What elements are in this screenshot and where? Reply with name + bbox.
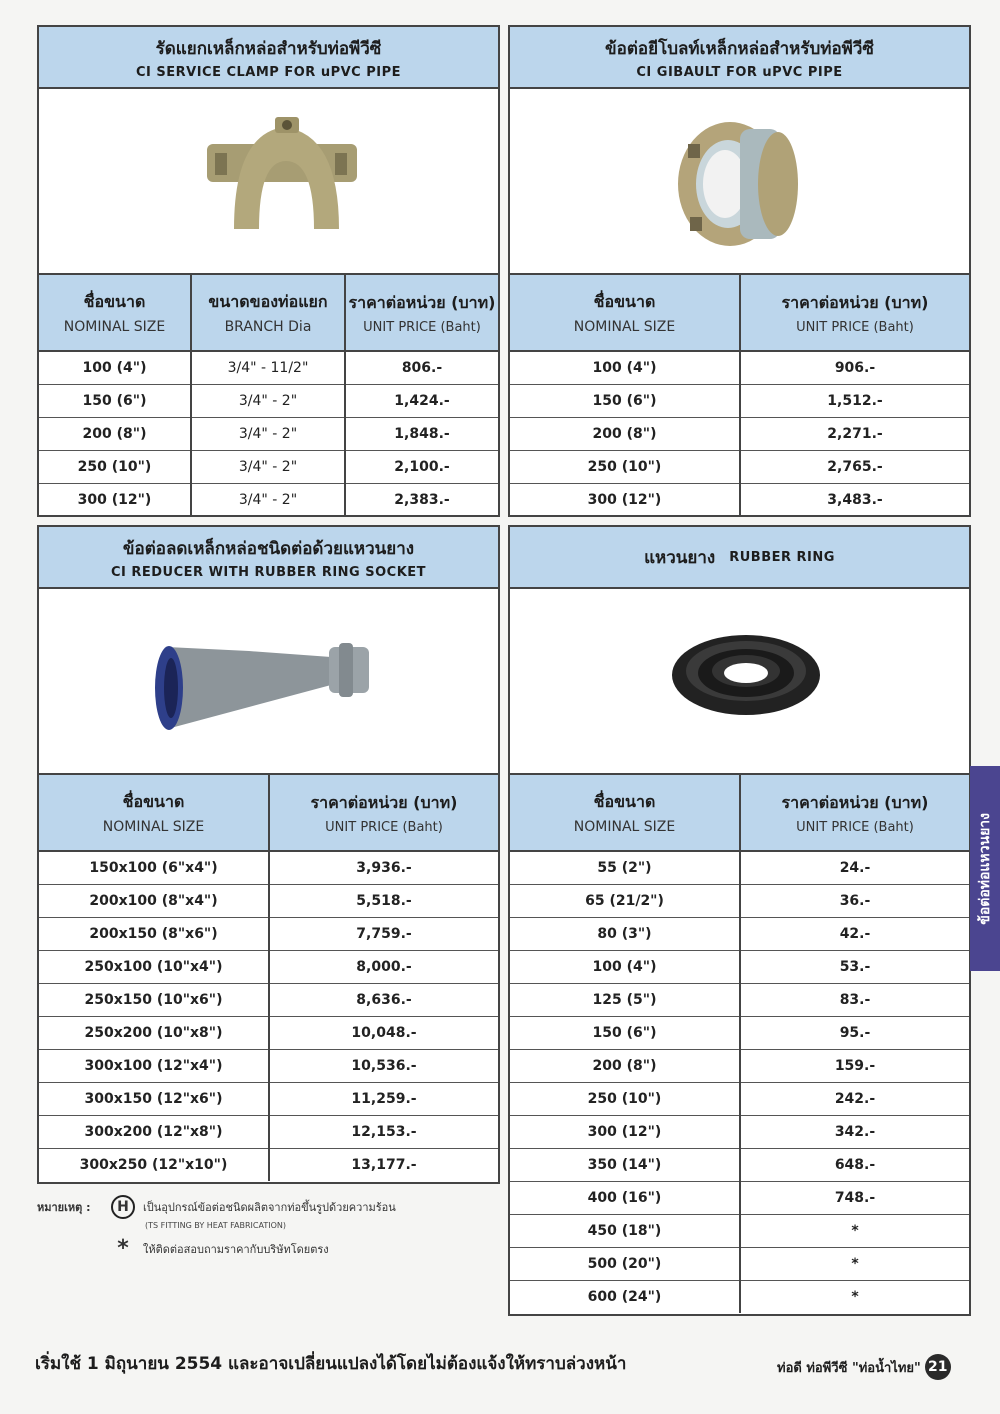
footer-effective-date: เริ่มใช้ 1 มิถุนายน 2554 และอาจเปลี่ยนแปลงได้โดยไม่ต้องแจ้งให้ทราบล่วงหน้า (35, 1354, 627, 1374)
table-row: 300 (12") 3/4" - 2" 2,383.- (39, 483, 498, 516)
panel-title-th: ข้อต่อลดเหล็กหล่อชนิดต่อด้วยแหวนยาง (122, 538, 415, 559)
table-row: 100 (4") 3/4" - 11/2" 806.- (39, 351, 498, 384)
table-row: 80 (3") 42.- (510, 917, 969, 950)
table-row: 300x200 (12"x8") 12,153.- (39, 1115, 498, 1148)
table-row: 55 (2") 24.- (510, 851, 969, 884)
table-row: 125 (5") 83.- (510, 983, 969, 1016)
table-row: 250x200 (10"x8") 10,048.- (39, 1016, 498, 1049)
panel-header (510, 27, 969, 89)
table-row: 250 (10") 242.- (510, 1082, 969, 1115)
footer-slogan: ท่อดี ท่อพีวีซี "ท่อน้ำไทย" (777, 1360, 921, 1376)
col-header-size: ชื่อขนาด NOMINAL SIZE (39, 775, 269, 851)
table-row: 250x100 (10"x4") 8,000.- (39, 950, 498, 983)
note-star (111, 1236, 497, 1261)
reducer-image (39, 589, 498, 775)
table-row: 200 (8") 3/4" - 2" 1,848.- (39, 417, 498, 450)
table-row: 100 (4") 53.- (510, 950, 969, 983)
table-row: 350 (14") 648.- (510, 1148, 969, 1181)
table-row: 150x100 (6"x4") 3,936.- (39, 851, 498, 884)
col-header-size: ชื่อขนาด NOMINAL SIZE (39, 275, 191, 351)
footer-brand (777, 1354, 951, 1380)
table-row: 400 (16") 748.- (510, 1181, 969, 1214)
note-h (37, 1195, 497, 1219)
table-row: 200x150 (8"x6") 7,759.- (39, 917, 498, 950)
gibault-panel (508, 25, 971, 517)
service-clamp-table (39, 275, 498, 516)
notes-section (37, 1195, 497, 1261)
page-number: 21 (925, 1354, 951, 1380)
panel-header (39, 27, 498, 89)
reducer-table (39, 775, 498, 1181)
reducer-panel (37, 525, 500, 1184)
panel-header (39, 527, 498, 589)
col-header-branch: ขนาดของท่อแยก BRANCH Dia (191, 275, 345, 351)
service-clamp-image (39, 89, 498, 275)
col-header-price: ราคาต่อหน่วย (บาท) UNIT PRICE (Baht) (269, 775, 498, 851)
table-row: 150 (6") 1,512.- (510, 384, 969, 417)
table-row: 200 (8") 159.- (510, 1049, 969, 1082)
table-row: 300x250 (12"x10") 13,177.- (39, 1148, 498, 1181)
panel-title-en: CI GIBAULT FOR uPVC PIPE (636, 64, 843, 80)
notes-label: หมายเหตุ : (37, 1201, 91, 1214)
panel-title-th: แหวนยาง (644, 547, 716, 568)
table-row: 200x100 (8"x4") 5,518.- (39, 884, 498, 917)
table-row: 450 (18") * (510, 1214, 969, 1247)
rubber-ring-panel (508, 525, 971, 1316)
gibault-image (510, 89, 969, 275)
note-h-text: เป็นอุปกรณ์ข้อต่อชนิดผลิตจากท่อขึ้นรูปด้วยความร้อน (143, 1201, 396, 1214)
panel-header (510, 527, 969, 589)
section-side-tab (970, 766, 1000, 971)
table-row: 300 (12") 342.- (510, 1115, 969, 1148)
side-tab-label: ข้อต่อท่อแหวนยาง (977, 812, 993, 925)
table-row: 250 (10") 2,765.- (510, 450, 969, 483)
gibault-table (510, 275, 969, 516)
service-clamp-panel (37, 25, 500, 517)
panel-title-en: RUBBER RING (729, 549, 835, 565)
table-row: 500 (20") * (510, 1247, 969, 1280)
table-row: 65 (21/2") 36.- (510, 884, 969, 917)
panel-title-th: รัดแยกเหล็กหล่อสำหรับท่อพีวีซี (155, 38, 382, 59)
table-row: 200 (8") 2,271.- (510, 417, 969, 450)
table-row: 300x100 (12"x4") 10,536.- (39, 1049, 498, 1082)
table-row: 100 (4") 906.- (510, 351, 969, 384)
col-header-size: ชื่อขนาด NOMINAL SIZE (510, 275, 740, 351)
panel-title-th: ข้อต่อยีโบลท์เหล็กหล่อสำหรับท่อพีวีซี (605, 38, 874, 59)
col-header-size: ชื่อขนาด NOMINAL SIZE (510, 775, 740, 851)
rubber-ring-table (510, 775, 969, 1313)
table-row: 300x150 (12"x6") 11,259.- (39, 1082, 498, 1115)
note-h-subtext: (TS FITTING BY HEAT FABRICATION) (145, 1221, 286, 1230)
panel-title-en: CI REDUCER WITH RUBBER RING SOCKET (110, 564, 427, 580)
col-header-price: ราคาต่อหน่วย (บาท) UNIT PRICE (Baht) (345, 275, 498, 351)
panel-title-en: CI SERVICE CLAMP FOR uPVC PIPE (135, 64, 402, 80)
col-header-price: ราคาต่อหน่วย (บาท) UNIT PRICE (Baht) (740, 275, 969, 351)
asterisk-icon: * (117, 1236, 129, 1261)
rubber-ring-image (510, 589, 969, 775)
table-row: 150 (6") 95.- (510, 1016, 969, 1049)
table-row: 250 (10") 3/4" - 2" 2,100.- (39, 450, 498, 483)
table-row: 150 (6") 3/4" - 2" 1,424.- (39, 384, 498, 417)
col-header-price: ราคาต่อหน่วย (บาท) UNIT PRICE (Baht) (740, 775, 969, 851)
note-star-text: ให้ติดต่อสอบถามราคากับบริษัทโดยตรง (143, 1242, 329, 1256)
h-symbol-icon: H (111, 1195, 135, 1219)
table-row: 600 (24") * (510, 1280, 969, 1313)
table-row: 300 (12") 3,483.- (510, 483, 969, 516)
table-row: 250x150 (10"x6") 8,636.- (39, 983, 498, 1016)
